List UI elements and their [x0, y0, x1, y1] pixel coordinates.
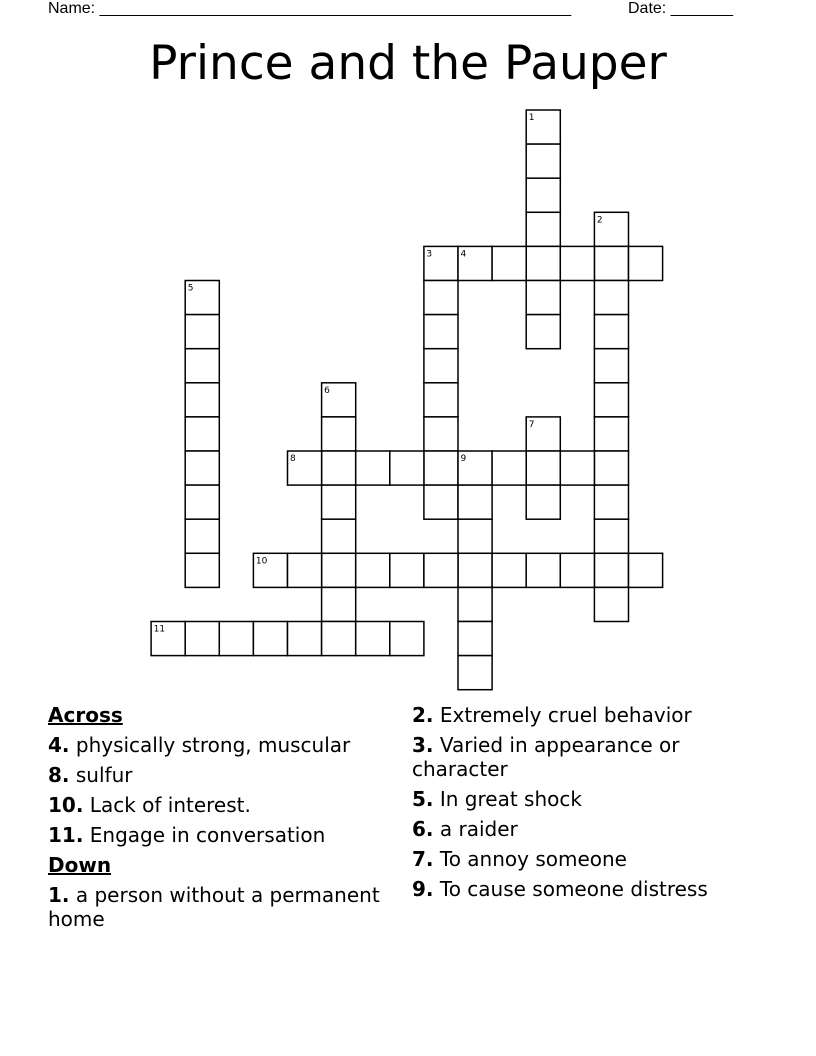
grid-cell[interactable]: [424, 485, 458, 519]
down-clue-list-left: [48, 883, 393, 931]
grid-cell[interactable]: [526, 246, 560, 280]
grid-cell[interactable]: [594, 281, 628, 315]
across-clue-list: [48, 733, 393, 847]
clue-text: Varied in appearance or character: [412, 733, 680, 781]
grid-cell[interactable]: [185, 451, 219, 485]
cell-number: 4: [460, 249, 467, 260]
clue-number: 3.: [412, 733, 434, 757]
grid-cell[interactable]: [458, 553, 492, 587]
clue-2: [412, 703, 757, 727]
across-heading: Across: [48, 703, 123, 727]
grid-cell[interactable]: [526, 553, 560, 587]
clue-text: To cause someone distress: [433, 877, 708, 901]
cell-number: 10: [255, 556, 268, 567]
grid-cell[interactable]: [526, 281, 560, 315]
clues-right-column: [412, 703, 757, 907]
grid-cell[interactable]: [492, 451, 526, 485]
grid-cell[interactable]: [322, 587, 356, 621]
grid-cell[interactable]: [594, 451, 628, 485]
grid-cell[interactable]: [560, 246, 594, 280]
grid-cell[interactable]: [390, 622, 424, 656]
clue-number: 2.: [412, 703, 434, 727]
grid-cell[interactable]: [594, 315, 628, 349]
grid-cell[interactable]: [526, 178, 560, 212]
grid-cell[interactable]: [322, 417, 356, 451]
clue-11: [48, 823, 393, 847]
name-field: Name: _____________________________________________________: [48, 0, 572, 17]
grid-cell[interactable]: [219, 622, 253, 656]
grid-cell[interactable]: [594, 519, 628, 553]
grid-cell[interactable]: [322, 622, 356, 656]
grid-cell[interactable]: [424, 349, 458, 383]
cell-number: 2: [596, 215, 603, 226]
clue-text: a raider: [433, 817, 518, 841]
clue-9: [412, 877, 757, 901]
clues-left-column: [48, 703, 393, 937]
grid-cell[interactable]: [356, 553, 390, 587]
clue-number: 4.: [48, 733, 70, 757]
down-clue-list-right: [412, 703, 757, 901]
grid-cell[interactable]: [253, 622, 287, 656]
clue-text: Engage in conversation: [83, 823, 326, 847]
grid-cell[interactable]: [526, 212, 560, 246]
grid-cell[interactable]: [288, 622, 322, 656]
grid-cell[interactable]: [594, 553, 628, 587]
grid-cell[interactable]: [424, 417, 458, 451]
clue-5: [412, 787, 757, 811]
grid-cell[interactable]: [185, 485, 219, 519]
grid-cell[interactable]: [185, 315, 219, 349]
grid-cell[interactable]: [458, 519, 492, 553]
grid-cell[interactable]: [185, 553, 219, 587]
grid-cell[interactable]: [185, 519, 219, 553]
page-title: Prince and the Pauper: [149, 36, 667, 91]
grid-cell[interactable]: [322, 485, 356, 519]
grid-cell[interactable]: [356, 451, 390, 485]
grid-cell[interactable]: [424, 451, 458, 485]
grid-cell[interactable]: [185, 349, 219, 383]
clue-text: In great shock: [433, 787, 582, 811]
clue-10: [48, 793, 393, 817]
clue-number: 11.: [48, 823, 84, 847]
grid-cell[interactable]: [526, 485, 560, 519]
clue-number: 8.: [48, 763, 70, 787]
clue-7: [412, 847, 757, 871]
cell-number: 9: [460, 454, 467, 464]
down-heading: Down: [48, 853, 112, 877]
grid-cell[interactable]: [390, 553, 424, 587]
grid-cell[interactable]: [594, 485, 628, 519]
cell-number: 8: [290, 454, 296, 464]
grid-cell[interactable]: [458, 656, 492, 690]
grid-cell[interactable]: [594, 383, 628, 417]
clue-number: 1.: [48, 883, 70, 907]
grid-cell[interactable]: [322, 451, 356, 485]
clue-number: 9.: [412, 877, 434, 901]
cell-number: 7: [528, 419, 535, 430]
grid-cell[interactable]: [288, 553, 322, 587]
clue-number: 6.: [412, 817, 434, 841]
cell-number: 6: [324, 385, 330, 396]
clue-text: a person without a permanent home: [48, 883, 380, 931]
clue-text: sulfur: [69, 763, 133, 787]
grid-cell[interactable]: [492, 246, 526, 280]
cell-number: 11: [153, 624, 166, 635]
clue-number: 7.: [412, 847, 434, 871]
clue-text: Lack of interest.: [83, 793, 251, 817]
grid-cell[interactable]: [594, 587, 628, 621]
grid-cell[interactable]: [322, 553, 356, 587]
grid-cell[interactable]: [629, 246, 663, 280]
grid-cell[interactable]: [594, 349, 628, 383]
grid-cell[interactable]: [594, 417, 628, 451]
clue-4: [48, 733, 393, 757]
grid-cell[interactable]: [356, 622, 390, 656]
grid-cell[interactable]: [390, 451, 424, 485]
grid-cell[interactable]: [526, 315, 560, 349]
clue-number: 5.: [412, 787, 434, 811]
clue-6: [412, 817, 757, 841]
grid-cell[interactable]: [629, 553, 663, 587]
grid-cell[interactable]: [424, 281, 458, 315]
clue-number: 10.: [48, 793, 84, 817]
clue-text: Extremely cruel behavior: [433, 703, 692, 727]
grid-cell[interactable]: [424, 553, 458, 587]
grid-cell[interactable]: [526, 451, 560, 485]
grid-cell[interactable]: [526, 144, 560, 178]
grid-cell[interactable]: [458, 587, 492, 621]
cell-number: 3: [426, 249, 433, 260]
clue-8: [48, 763, 393, 787]
date-field: Date: _______: [628, 0, 733, 17]
clue-text: To annoy someone: [433, 847, 627, 871]
grid-cell[interactable]: [594, 246, 628, 280]
cell-number: 5: [187, 283, 194, 294]
grid-cell[interactable]: [185, 417, 219, 451]
grid-cell[interactable]: [424, 315, 458, 349]
clue-1: [48, 883, 393, 931]
grid-cell[interactable]: [185, 383, 219, 417]
grid-cell[interactable]: [185, 622, 219, 656]
grid-cell[interactable]: [424, 383, 458, 417]
clue-text: physically strong, muscular: [69, 733, 351, 757]
grid-cell[interactable]: [458, 622, 492, 656]
grid-cell[interactable]: [492, 553, 526, 587]
grid-cell[interactable]: [322, 519, 356, 553]
cell-number: 1: [528, 113, 535, 123]
grid-cell[interactable]: [560, 451, 594, 485]
clue-3: [412, 733, 757, 781]
grid-cell[interactable]: [560, 553, 594, 587]
grid-cell[interactable]: [458, 485, 492, 519]
